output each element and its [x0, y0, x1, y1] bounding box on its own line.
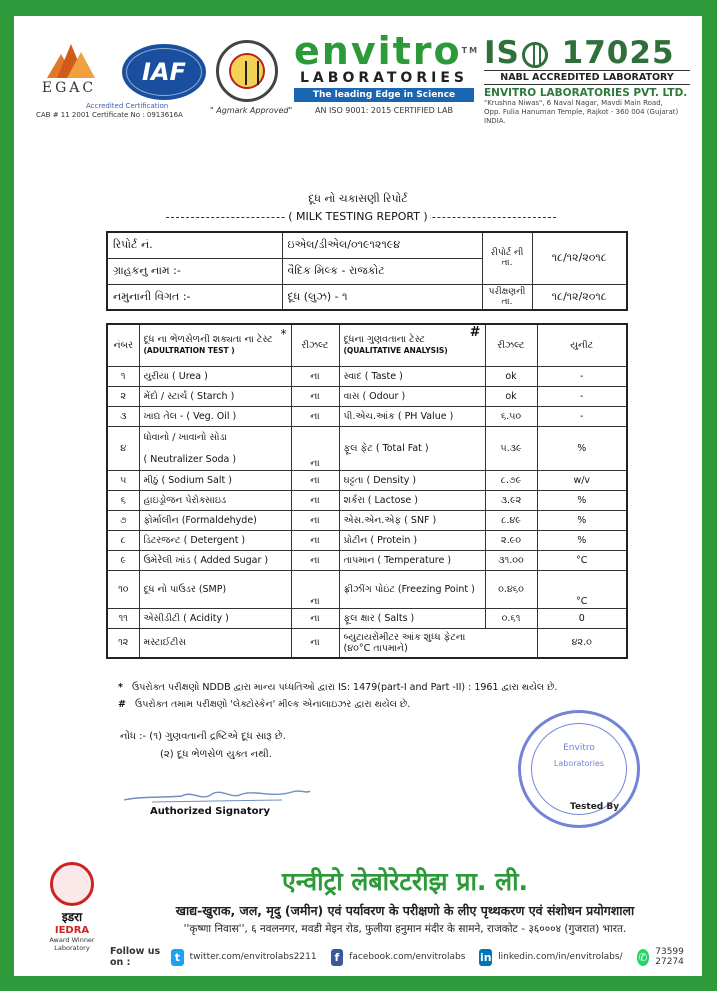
table-row: ૭ ફોર્માલીન (Formaldehyde) ના એસ.એન.એફ ( SNF ) ૮.૪૯ %: [107, 510, 627, 530]
whatsapp-icon: ✆: [638, 950, 648, 964]
table-row: ૨ મેંદો / સ્ટાર્ચ ( Starch ) ના વાસ ( Odour ) ok -: [107, 386, 627, 406]
iaf-logo: IAF: [122, 44, 206, 100]
table-row: ૪ ધોવાનો / ખાવાનો સોડા ( Neutralizer Soda ) ના ફૂલ ફેટ ( Total Fat ) ૫.૩૯ %: [107, 426, 627, 470]
sample-detail: દૂધ (લુઝ) - ૧: [282, 284, 482, 310]
sample-label: નમુનાની વિગત :-: [107, 284, 282, 310]
table-row: ૬ હાઇડ્રોજન પેરોક્સાઇડ ના શર્કરા ( Lactose ) ૩.૯૨ %: [107, 490, 627, 510]
test-date: ૧૮/૧૨/૨૦૧૮: [532, 284, 627, 310]
facebook-link[interactable]: facebook.com/envitrolabs: [349, 952, 466, 962]
globe-icon: [522, 42, 548, 68]
report-title-gujarati: દૂધ નો ચકાસણી રિપોર્ટ: [308, 192, 408, 205]
header-unit: યુનીટ: [537, 324, 627, 366]
header-adulteration: દૂધ ના ભેળસેળની શક્યતા ના ટેસ્ટ * (ADULTRATION TEST ): [139, 324, 291, 366]
envitro-logo: envitro™ LABORATORIES The leading Edge in Science AN ISO 9001: 2015 CERTIFIED LAB: [294, 29, 480, 115]
header-qualitative: દૂધના ગુણવતાના ટેસ્ટ # (QUALITATIVE ANALYSIS): [339, 324, 485, 366]
phone-number[interactable]: 73599 27274: [655, 947, 684, 967]
table-row: ૩ ખાદ્ય તેલ - ( Veg. Oil ) ના પી.એચ.આંક ( PH Value ) ૬.૫૦ -: [107, 406, 627, 426]
table-row: ૫ મીઠું ( Sodium Salt ) ના ઘટ્ટતા ( Density ) ૮.૭૯ w/v: [107, 470, 627, 490]
table-row: ૮ ડિટરજન્ટ ( Detergent ) ના પ્રોટીન ( Protein ) ૨.૯૦ %: [107, 530, 627, 550]
header-result-2: રીઝલ્ટ: [485, 324, 537, 366]
remarks: નોંધ :- (૧) ગુણવતાની દ્રષ્ટિએ દૂધ સારૂ છે. (૨) દૂધ ભેળસેળ યુક્ત નથી.: [120, 731, 286, 760]
tested-by: Tested By: [570, 802, 620, 812]
test-date-label: પરીક્ષણની તા.: [482, 284, 532, 310]
table-row: ૯ ઉમેરેલી ખાંડ ( Added Sugar ) ના તાપમાન ( Temperature ) ૩૧.૦૦ °C: [107, 550, 627, 570]
social-links: Follow us on : t twitter.com/envitrolabs2211 f facebook.com/envitrolabs in linkedin.com/in/envitrolabs/ ✆ 73599 27274: [110, 946, 700, 968]
report-no-label: રિપોર્ટ નં.: [107, 232, 282, 258]
egac-logo: EGAC: [34, 38, 104, 96]
header-result: રીઝલ્ટ: [291, 324, 339, 366]
milk-test-table: [106, 323, 628, 659]
facebook-icon: f: [331, 949, 344, 966]
laboratory-stamp: Envitro Laboratories: [518, 710, 640, 828]
customer-label: ગ્રાહકનુ નામ :-: [107, 258, 282, 284]
iedra-logo: इडरा IEDRA Award Winner Laboratory: [42, 862, 102, 952]
linkedin-icon: in: [479, 950, 492, 964]
report-date-label: રીપોર્ટ ની તા.: [482, 232, 532, 284]
linkedin-link[interactable]: linkedin.com/in/envitrolabs/: [498, 952, 623, 962]
signature-scribble: [122, 786, 312, 806]
report-title-english: ( MILK TESTING REPORT ): [288, 210, 428, 223]
report-no: ઇએલ/ડીએલ/૦૧૯૧૨૧૯૪: [282, 232, 482, 258]
government-of-india-emblem: [216, 40, 278, 102]
table-row: ૧૧ એસીડીટી ( Acidity ) ના ફૂલ ક્ષાર ( Salts ) ૦.૬૧ 0: [107, 608, 627, 628]
company-address-hindi: ''कृष्णा निवास'', ६ नवलनगर, मवडी मेइन रोड, फुलीया हनुमान मंदीर के सामने, राजकोट - ३६०००४ (गुजरात) भारत.: [183, 923, 627, 935]
report-date: ૧૮/૧૨/૨૦૧૮: [532, 232, 627, 284]
twitter-link[interactable]: twitter.com/envitrolabs2211: [189, 952, 317, 962]
company-description-hindi: खाद्य-खुराक, जल, मृदु (जमीन) एवं पर्यावरण के परीक्षणो के लीए पृथ्थकरण एवं संशोधन प्रयोगशाला: [175, 903, 635, 918]
accreditation-text: Accredited Certification CAB # 11 2001 Certificate No : 0913616A: [36, 102, 183, 119]
report-info-table: [106, 231, 628, 311]
twitter-icon: t: [171, 949, 184, 966]
table-row: ૧૦ દૂધ નો પાઉડર (SMP) ના ફ્રીઝીંગ પોઇંટ (Freezing Point ) ૦.૪૬૦ °C: [107, 570, 627, 608]
authorized-signatory: Authorized Signatory: [150, 806, 270, 817]
report-sheet: [14, 16, 702, 976]
notes: * ઉપરોક્ત પરીક્ષણો NDDB દ્વારા માન્ય પધ્ધતિઓ દ્વારા IS: 1479(part-I and Part -II) : 1961 દ્વારા થયેલ છે. # ઉપરોક્ત તમામ પરીક્ષણો 'લેક્ટોસ્કેન' મીલ્ક એનાલાઇઝર દ્વારા થયેલ છે.: [118, 682, 558, 710]
iso-17025-block: IS 17025 NABL ACCREDITED LABORATORY ENVITRO LABORATORIES PVT. LTD. "Krushna Niwas", 6 Naval Nagar, Mavdi Main Road, Opp. Fulia Hanuman Temple, Rajkot - 360 004 (Gujarat) INDIA.: [484, 36, 690, 126]
table-row: ૧૨ મસ્ટાઈટીસ ના બ્યુટાયરોમીટર આંક શુધ્ધ ફેટના (૪૦°C તાપમાને) ૪૨.૦: [107, 628, 627, 658]
company-name-hindi: एन्वीट्रो लेबोरेटरीझ प्रा. ली.: [281, 867, 529, 896]
customer-name: વૈદિક મિલ્ક - રાજકોટ: [282, 258, 482, 284]
table-row: ૧ યુરીયા ( Urea ) ના સ્વાદ ( Taste ) ok -: [107, 366, 627, 386]
agmark-approved: " Agmark Approved": [210, 106, 293, 115]
header-no: નંબર: [107, 324, 139, 366]
